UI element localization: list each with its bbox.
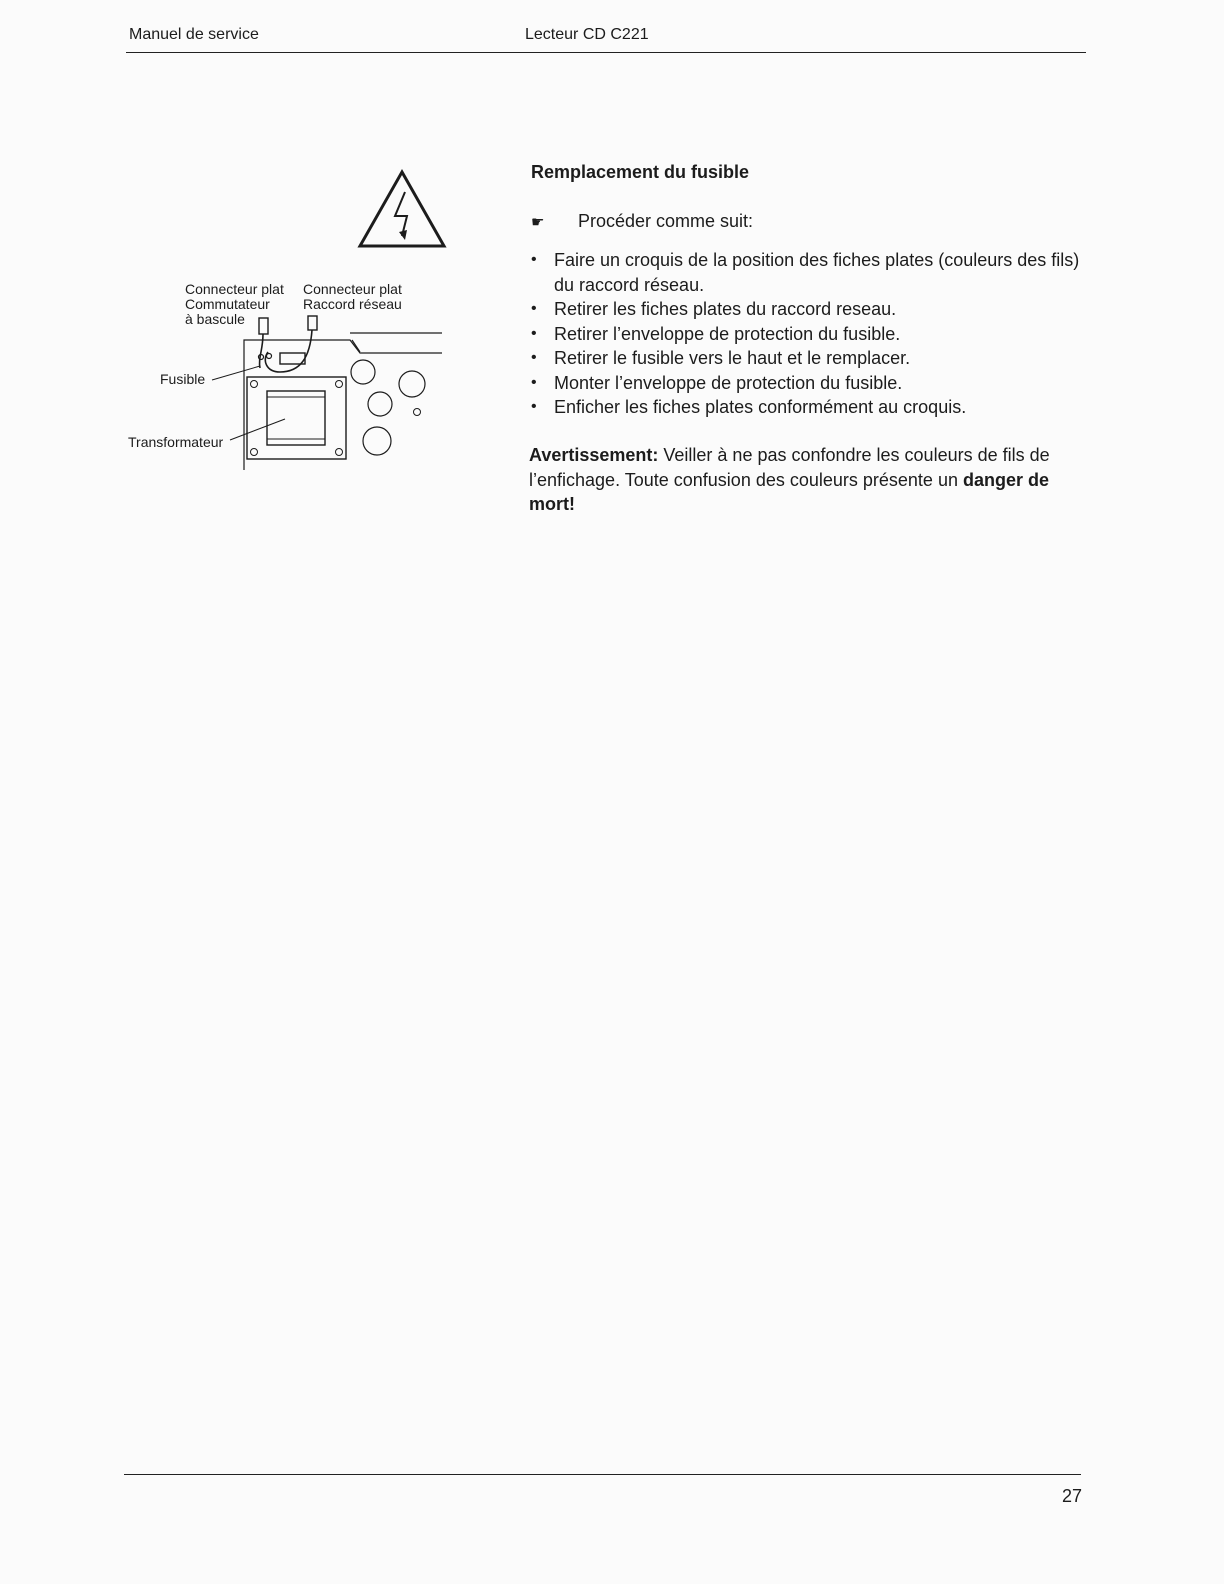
label-line: Raccord réseau	[303, 296, 402, 312]
fuse-diagram	[120, 160, 460, 480]
running-header-title: Lecteur CD C221	[525, 26, 649, 43]
list-item: • Monter l’enveloppe de protection du fusible.	[531, 371, 1091, 396]
warning-text: Veiller à ne pas confondre les couleurs de fils de l’enfichage. Toute confusion des couleurs présente un	[529, 445, 1050, 490]
steps-list	[531, 248, 1091, 420]
running-header-left: Manuel de service	[129, 26, 259, 43]
label-line: Commutateur	[185, 296, 270, 312]
list-item: • Retirer les fiches plates du raccord reseau.	[531, 297, 1091, 322]
fuse-diagram-drawing	[120, 160, 460, 480]
label-connector-switch	[185, 282, 284, 327]
list-item: • Retirer l’enveloppe de protection du fusible.	[531, 322, 1091, 347]
footer-rule	[124, 1474, 1081, 1475]
pointing-hand-icon: ☛	[531, 214, 545, 231]
header-rule	[126, 52, 1086, 53]
warning-emphasis: danger de mort!	[529, 469, 1049, 514]
procedure-line	[531, 211, 753, 232]
transformer	[247, 377, 346, 459]
label-connector-mains	[303, 282, 402, 312]
warning-label: Avertissement:	[529, 445, 659, 465]
procedure-text: Procéder comme suit:	[578, 211, 754, 231]
label-line: à bascule	[185, 311, 245, 327]
list-item: • Faire un croquis de la position des fiches plates (couleurs des fils) du raccord réseau.	[531, 248, 1091, 297]
list-item: • Retirer le fusible vers le haut et le remplacer.	[531, 346, 1091, 371]
label-line: Connecteur plat	[303, 281, 402, 297]
label-transformer: Transformateur	[128, 434, 224, 450]
mains-connector-tab	[308, 316, 317, 330]
warning-paragraph	[529, 443, 1089, 517]
section-title: Remplacement du fusible	[531, 162, 750, 182]
label-line: Connecteur plat	[185, 281, 284, 297]
high-voltage-warning-icon	[360, 172, 444, 246]
label-fuse: Fusible	[160, 371, 206, 387]
list-item: • Enficher les fiches plates conformément au croquis.	[531, 395, 1091, 420]
page-number: 27	[1061, 1486, 1082, 1506]
